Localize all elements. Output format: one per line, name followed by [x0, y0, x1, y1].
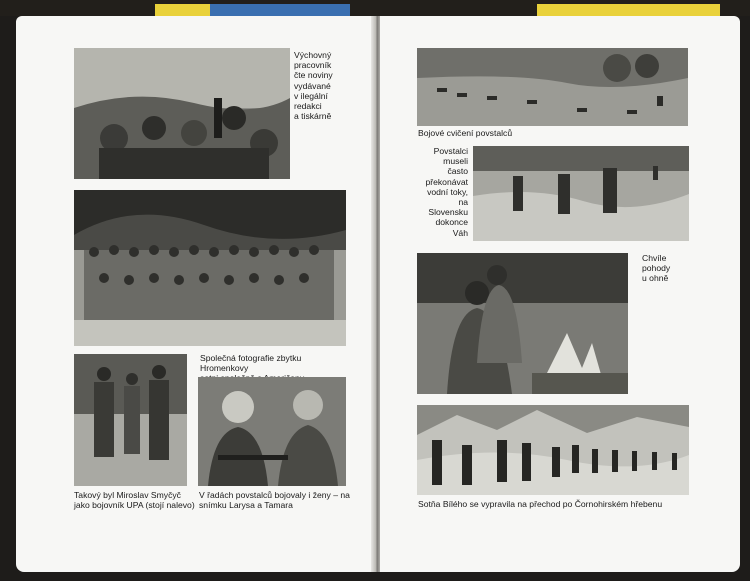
photo-river-crossing [473, 146, 689, 241]
photo-combat-training [417, 48, 688, 126]
yellow-tape-right [537, 4, 720, 16]
caption-smycyc: Takový byl Miroslav Smyčyč jako bojovník UPA (stojí nalevo) [74, 490, 195, 511]
caption-women: V řadách povstalců bojovaly i ženy – na snímku Larysa a Tamara [199, 490, 350, 511]
caption-training: Bojové cvičení povstalců [418, 128, 513, 138]
photo-mountain-crossing [417, 405, 689, 495]
caption-fire: Chvíle pohody u ohně [642, 253, 671, 284]
caption-crossing: Sotňa Bílého se vypravila na přechod po Čornohirském hřebenu [418, 499, 663, 509]
photo-reading-newspaper [74, 48, 290, 179]
blue-tape [210, 4, 350, 16]
photo-group-sotnia [74, 190, 346, 346]
photo-campfire [417, 253, 628, 394]
caption-river: Povstalci museli často překonávat vodní toky, na Slovensku dokonce Váh [425, 146, 468, 238]
photo-smycyc [74, 354, 187, 486]
yellow-tape-left [155, 4, 210, 16]
photo-women-fighters [198, 377, 346, 486]
caption-editorial: Výchovný pracovník čte noviny vydávané v ilegální redakci a tiskárně [294, 50, 333, 122]
caption-group-photo: Společná fotografie zbytku Hromenkovy [200, 353, 302, 374]
